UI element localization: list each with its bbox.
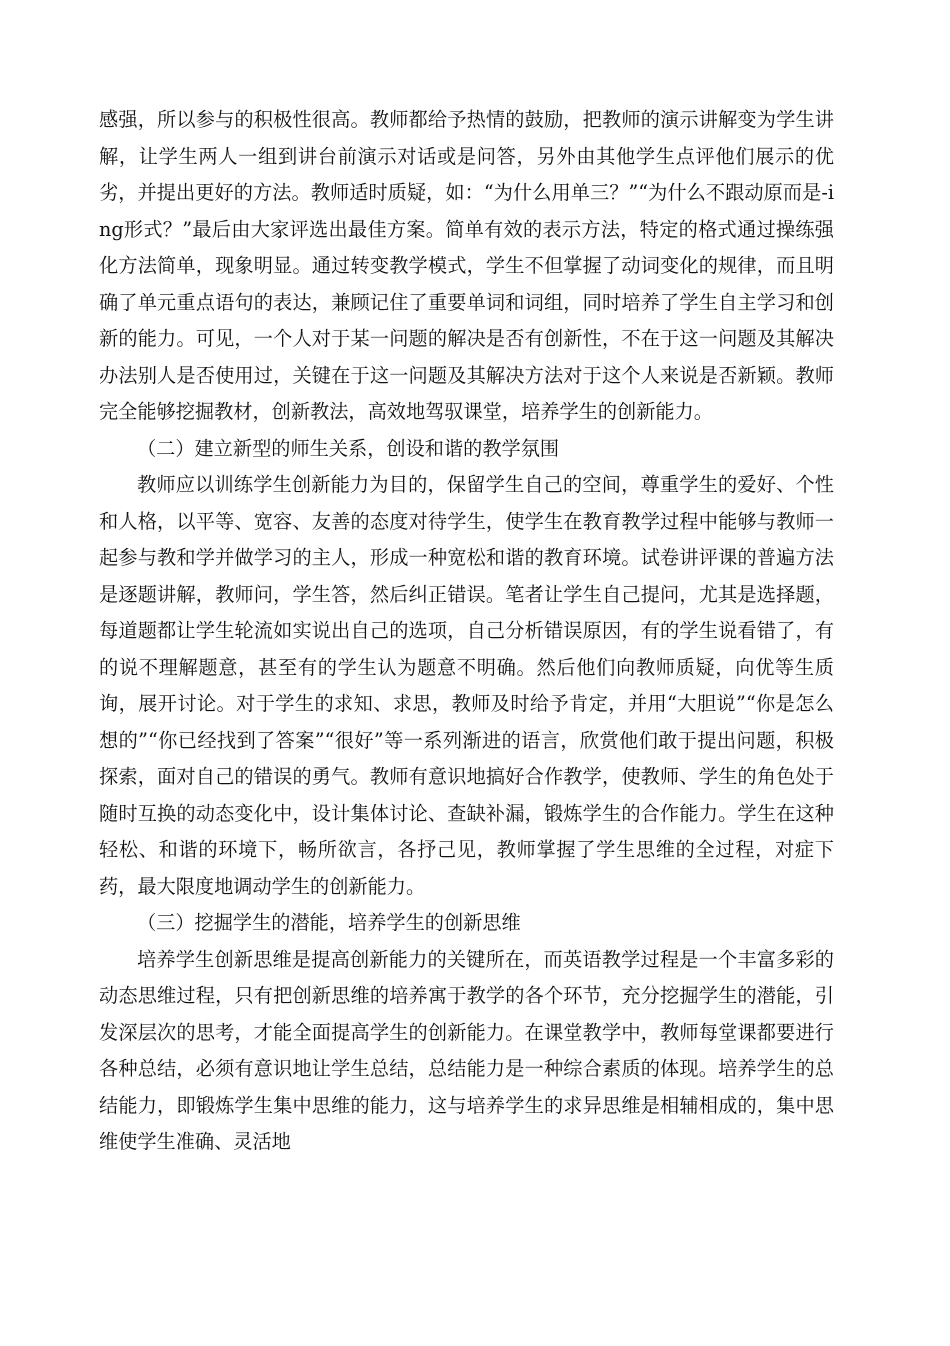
paragraph-section-3: 培养学生创新思维是提高创新能力的关键所在，而英语教学过程是一个丰富多彩的动态思维过程，只有把创新思维的培养寓于教学的各个环节，充分挖掘学生的潜能，引发深层次的思考，才能全面提高学生的创新能力。在课堂教学中，教师每堂课都要进行各种总结，必须有意识地让学生总结，总结能力是一种综合素质的体现。培养学生的总结能力，即锻炼学生集中思维的能力，这与培养学生的求异思维是相辅相成的，集中思维使学生准确、灵活地 xyxy=(99,947,834,1153)
paragraph-continued: 感强，所以参与的积极性很高。教师都给予热情的鼓励，把教师的演示讲解变为学生讲解，让学生两人一组到讲台前演示对话或是问答，另外由其他学生点评他们展示的优劣，并提出更好的方法。教师适时质疑，如：“为什么用单三？”“为什么不跟动原而是-ing形式？”最后由大家评选出最佳方案。简单有效的表示方法，特定的格式通过操练强化方法简单，现象明显。通过转变教学模式，学生不但掌握了动词变化的规律，而且明确了单元重点语句的表达，兼顾记住了重要单词和词组，同时培养了学生自主学习和创新的能力。可见，一个人对于某一问题的解决是否有创新性，不在于这一问题及其解决办法别人是否使用过，关键在于这一问题及其解决方法对于这个人来说是否新颖。教师完全能够挖掘教材，创新教法，高效地驾驭课堂，培养学生的创新能力。 xyxy=(99,108,834,423)
section-heading-3: （三）挖掘学生的潜能，培养学生的创新思维 xyxy=(137,911,521,934)
section-heading-2: （二）建立新型的师生关系，创设和谐的教学氛围 xyxy=(137,436,560,460)
document-body xyxy=(99,102,834,1161)
paragraph-section-2: 教师应以训练学生创新能力为目的，保留学生自己的空间，尊重学生的爱好、个性和人格，以平等、宽容、友善的态度对待学生，使学生在教育教学过程中能够与教师一起参与教和学并做学习的主人，形成一种宽松和谐的教育环境。试卷讲评课的普遍方法是逐题讲解，教师问，学生答，然后纠正错误。笔者让学生自己提问，尤其是选择题，每道题都让学生轮流如实说出自己的选项，自己分析错误原因，有的学生说看错了，有的说不理解题意，甚至有的学生认为题意不明确。然后他们向教师质疑，向优等生质询，展开讨论。对于学生的求知、求思，教师及时给予肯定，并用“大胆说”“你是怎么想的”“你已经找到了答案”“很好”等一系列渐进的语言，欣赏他们敢于提出问题，积极探索，面对自己的错误的勇气。教师有意识地搞好合作教学，使教师、学生的角色处于随时互换的动态变化中，设计集体讨论、查缺补漏，锻炼学生的合作能力。学生在这种轻松、和谐的环境下，畅所欲言，各抒己见，教师掌握了学生思维的全过程，对症下药，最大限度地调动学生的创新能力。 xyxy=(99,473,834,898)
